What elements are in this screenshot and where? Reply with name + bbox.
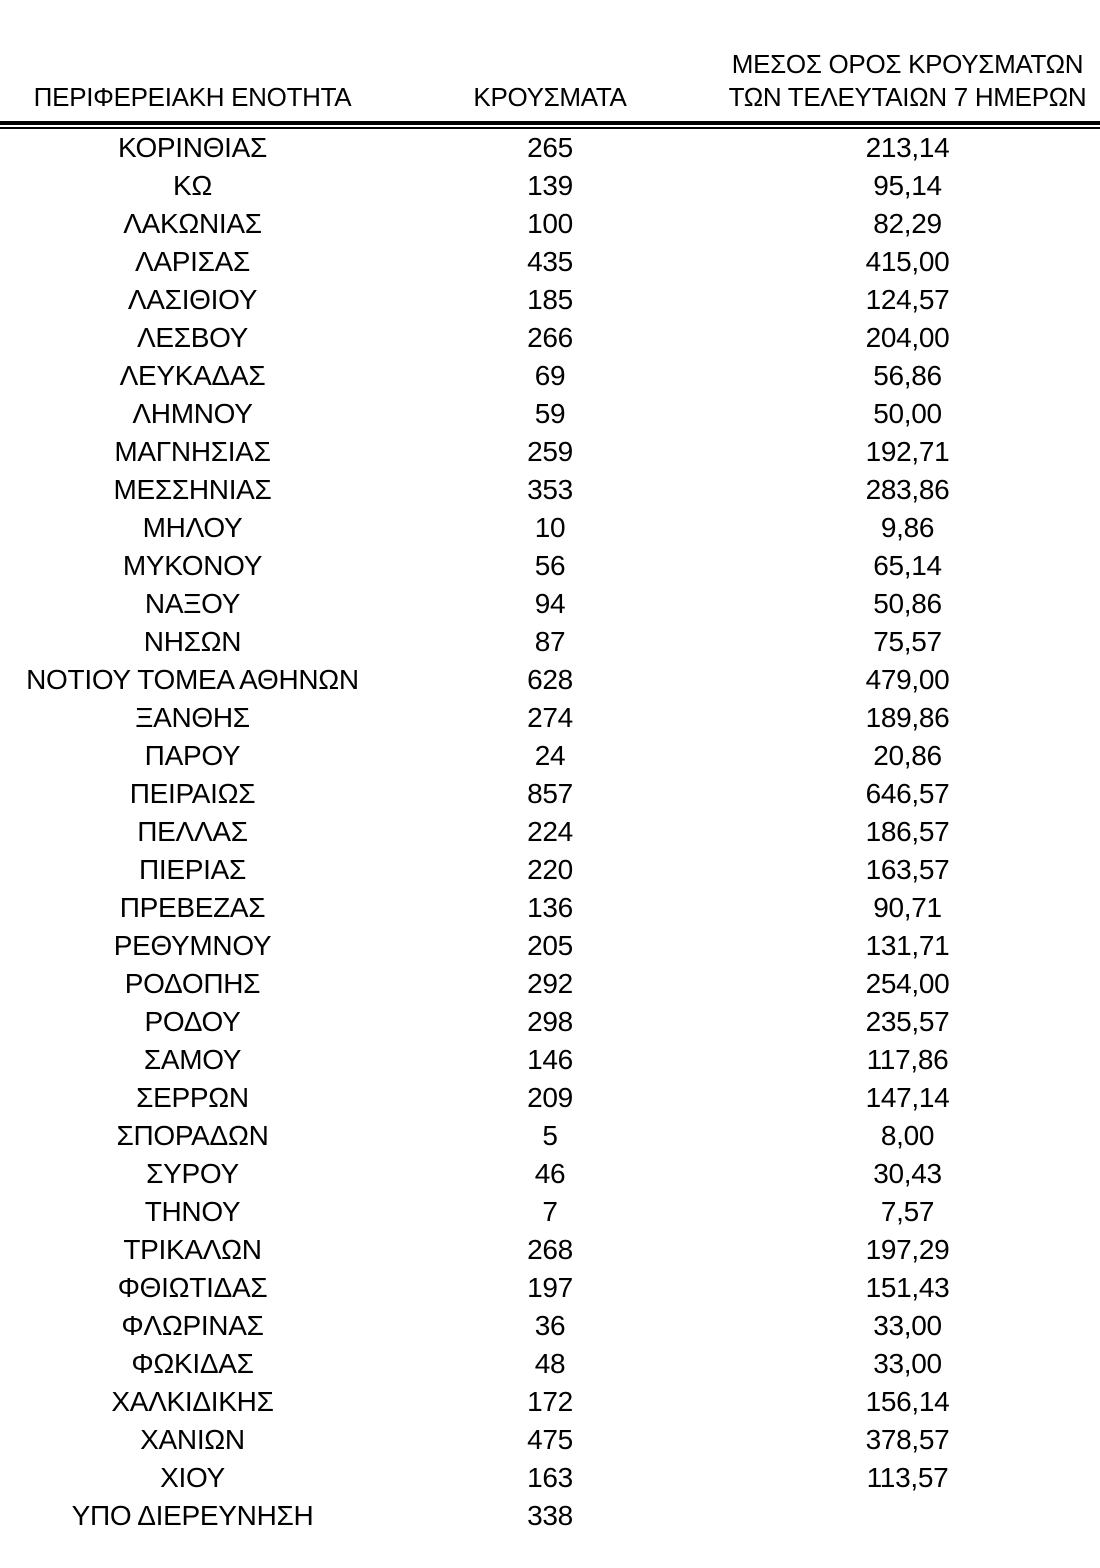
avg-cell: 95,14 (873, 170, 942, 201)
avg-cell: 151,43 (865, 1272, 950, 1303)
cases-cell: 224 (527, 816, 573, 847)
table-row (0, 813, 1100, 851)
table-row (0, 1497, 1100, 1535)
col-header-region: ΠΕΡΙΦΕΡΕΙΑΚΗ ΕΝΟΤΗΤΑ (33, 82, 352, 112)
table-row (0, 1079, 1100, 1117)
avg-cell: 254,00 (865, 968, 950, 999)
table-row (0, 547, 1100, 585)
table-row (0, 509, 1100, 547)
table-row (0, 775, 1100, 813)
cases-cell: 7 (542, 1196, 558, 1227)
cases-cell: 220 (527, 854, 573, 885)
table-row (0, 927, 1100, 965)
cases-cell: 259 (527, 436, 573, 467)
header-row (0, 48, 1100, 121)
region-cell: ΡΕΘΥΜΝΟΥ (113, 930, 272, 961)
cases-cell: 292 (527, 968, 573, 999)
regional-cases-table (0, 48, 1100, 1535)
cases-cell: 205 (527, 930, 573, 961)
table-row (0, 1307, 1100, 1345)
cases-cell: 172 (527, 1386, 573, 1417)
region-cell: ΥΠΟ ΔΙΕΡΕΥΝΗΣΗ (71, 1500, 314, 1531)
table-row (0, 1193, 1100, 1231)
avg-cell: 50,86 (873, 588, 942, 619)
cases-cell: 338 (527, 1500, 573, 1531)
avg-cell: 646,57 (865, 778, 950, 809)
avg-cell: 378,57 (865, 1424, 950, 1455)
table-row (0, 1345, 1100, 1383)
region-cell: ΛΑΡΙΣΑΣ (134, 246, 251, 277)
table-body (0, 129, 1100, 1535)
region-cell: ΜΕΣΣΗΝΙΑΣ (113, 474, 272, 505)
region-cell: ΜΗΛΟΥ (142, 512, 243, 543)
region-cell: ΠΡΕΒΕΖΑΣ (119, 892, 266, 923)
cases-cell: 209 (527, 1082, 573, 1113)
region-cell: ΚΟΡΙΝΘΙΑΣ (117, 132, 268, 163)
region-cell: ΜΑΓΝΗΣΙΑΣ (114, 436, 271, 467)
region-cell: ΠΕΛΛΑΣ (137, 816, 248, 847)
avg-cell: 50,00 (873, 398, 942, 429)
region-cell: ΧΑΝΙΩΝ (140, 1424, 245, 1455)
cases-cell: 46 (534, 1158, 566, 1189)
avg-cell: 131,71 (865, 930, 950, 961)
table-row (0, 661, 1100, 699)
cases-cell: 48 (534, 1348, 566, 1379)
cases-cell: 87 (534, 626, 566, 657)
table-row (0, 965, 1100, 1003)
avg-cell: 192,71 (865, 436, 950, 467)
region-cell: ΞΑΝΘΗΣ (135, 702, 250, 733)
cases-cell: 10 (534, 512, 566, 543)
cases-cell: 475 (527, 1424, 573, 1455)
avg-cell: 189,86 (865, 702, 950, 733)
cases-cell: 5 (542, 1120, 558, 1151)
avg-cell: 33,00 (873, 1348, 942, 1379)
region-cell: ΝΑΞΟΥ (144, 588, 241, 619)
avg-cell: 163,57 (865, 854, 950, 885)
table-row (0, 1231, 1100, 1269)
cases-cell: 435 (527, 246, 573, 277)
region-cell: ΛΕΣΒΟΥ (136, 322, 249, 353)
cases-cell: 163 (527, 1462, 573, 1493)
region-cell: ΤΡΙΚΑΛΩΝ (123, 1234, 262, 1265)
cases-cell: 274 (527, 702, 573, 733)
avg-cell: 82,29 (873, 208, 942, 239)
table-row (0, 585, 1100, 623)
avg-cell: 30,43 (873, 1158, 942, 1189)
avg-cell: 204,00 (865, 322, 950, 353)
region-cell: ΛΕΥΚΑΔΑΣ (119, 360, 266, 391)
cases-cell: 197 (527, 1272, 573, 1303)
avg-cell: 124,57 (865, 284, 950, 315)
region-cell: ΦΘΙΩΤΙΔΑΣ (117, 1272, 268, 1303)
cases-cell: 36 (534, 1310, 566, 1341)
table-row (0, 889, 1100, 927)
region-cell: ΦΩΚΙΔΑΣ (131, 1348, 254, 1379)
cases-cell: 185 (527, 284, 573, 315)
table-row (0, 1041, 1100, 1079)
avg-cell: 156,14 (865, 1386, 950, 1417)
avg-cell: 9,86 (880, 512, 935, 543)
avg-cell (715, 1497, 1100, 1535)
avg-cell: 197,29 (865, 1234, 950, 1265)
col-header-avg7-line1: ΜΕΣΟΣ ΟΡΟΣ ΚΡΟΥΣΜΑΤΩΝ (731, 49, 1084, 79)
region-cell: ΛΑΣΙΘΙΟΥ (127, 284, 258, 315)
avg-cell: 113,57 (866, 1462, 949, 1493)
cases-cell: 94 (534, 588, 566, 619)
avg-cell: 90,71 (873, 892, 942, 923)
avg-cell: 186,57 (865, 816, 950, 847)
avg-cell: 235,57 (865, 1006, 950, 1037)
table-row (0, 167, 1100, 205)
cases-cell: 266 (527, 322, 573, 353)
region-cell: ΡΟΔΟΠΗΣ (124, 968, 261, 999)
cases-cell: 69 (534, 360, 566, 391)
region-cell: ΣΕΡΡΩΝ (136, 1082, 249, 1113)
region-cell: ΠΑΡΟΥ (144, 740, 241, 771)
avg-cell: 7,57 (880, 1196, 935, 1227)
col-header-cases: ΚΡΟΥΣΜΑΤΑ (473, 82, 627, 112)
table-row (0, 1459, 1100, 1497)
cases-cell: 628 (527, 664, 573, 695)
cases-cell: 146 (527, 1044, 573, 1075)
cases-cell: 59 (534, 398, 566, 429)
region-cell: ΜΥΚΟΝΟΥ (122, 550, 263, 581)
avg-cell: 147,14 (865, 1082, 950, 1113)
table-row (0, 1003, 1100, 1041)
table-row (0, 851, 1100, 889)
col-header-avg7 (715, 48, 1100, 121)
table-row (0, 1421, 1100, 1459)
col-header-avg7-line2: ΤΩΝ ΤΕΛΕΥΤΑΙΩΝ 7 ΗΜΕΡΩΝ (728, 82, 1087, 112)
region-cell: ΝΟΤΙΟΥ ΤΟΜΕΑ ΑΘΗΝΩΝ (26, 664, 359, 695)
avg-cell: 33,00 (873, 1310, 942, 1341)
region-cell: ΣΠΟΡΑΔΩΝ (116, 1120, 269, 1151)
region-cell: ΛΗΜΝΟΥ (132, 398, 253, 429)
table-row (0, 1269, 1100, 1307)
table-row (0, 1155, 1100, 1193)
region-cell: ΧΙΟΥ (160, 1462, 225, 1493)
table-row (0, 319, 1100, 357)
cases-cell: 353 (527, 474, 573, 505)
cases-cell: 857 (527, 778, 573, 809)
table-row (0, 395, 1100, 433)
region-cell: ΣΥΡΟΥ (146, 1158, 239, 1189)
header-rule-row (0, 121, 1100, 129)
table-row (0, 243, 1100, 281)
table-row (0, 1117, 1100, 1155)
region-cell: ΡΟΔΟΥ (144, 1006, 241, 1037)
region-cell: ΚΩ (172, 170, 212, 201)
avg-cell: 415,00 (865, 246, 950, 277)
region-cell: ΠΕΙΡΑΙΩΣ (129, 778, 256, 809)
table-row (0, 737, 1100, 775)
avg-cell: 479,00 (865, 664, 950, 695)
table-row (0, 1383, 1100, 1421)
table-row (0, 205, 1100, 243)
avg-cell: 65,14 (873, 550, 942, 581)
header-divider (0, 121, 1100, 129)
table-header (0, 48, 1100, 129)
cases-cell: 56 (534, 550, 566, 581)
cases-cell: 136 (527, 892, 573, 923)
avg-cell: 75,57 (873, 626, 942, 657)
region-cell: ΤΗΝΟΥ (144, 1196, 241, 1227)
table-row (0, 357, 1100, 395)
avg-cell: 213,14 (865, 132, 950, 163)
avg-cell: 283,86 (865, 474, 950, 505)
cases-cell: 265 (527, 132, 573, 163)
avg-cell: 56,86 (873, 360, 942, 391)
region-cell: ΣΑΜΟΥ (143, 1044, 242, 1075)
avg-cell: 20,86 (873, 740, 942, 771)
cases-cell: 24 (534, 740, 566, 771)
cases-cell: 268 (527, 1234, 573, 1265)
region-cell: ΧΑΛΚΙΔΙΚΗΣ (111, 1386, 274, 1417)
table-row (0, 433, 1100, 471)
region-cell: ΛΑΚΩΝΙΑΣ (123, 208, 262, 239)
table-row (0, 623, 1100, 661)
cases-cell: 100 (527, 208, 573, 239)
table-row (0, 281, 1100, 319)
region-cell: ΦΛΩΡΙΝΑΣ (121, 1310, 264, 1341)
avg-cell: 8,00 (880, 1120, 935, 1151)
cases-cell: 139 (527, 170, 573, 201)
table-row (0, 699, 1100, 737)
region-cell: ΠΙΕΡΙΑΣ (138, 854, 246, 885)
cases-cell: 298 (527, 1006, 573, 1037)
table-row (0, 471, 1100, 509)
table-row (0, 129, 1100, 167)
region-cell: ΝΗΣΩΝ (143, 626, 242, 657)
avg-cell: 117,86 (866, 1044, 949, 1075)
